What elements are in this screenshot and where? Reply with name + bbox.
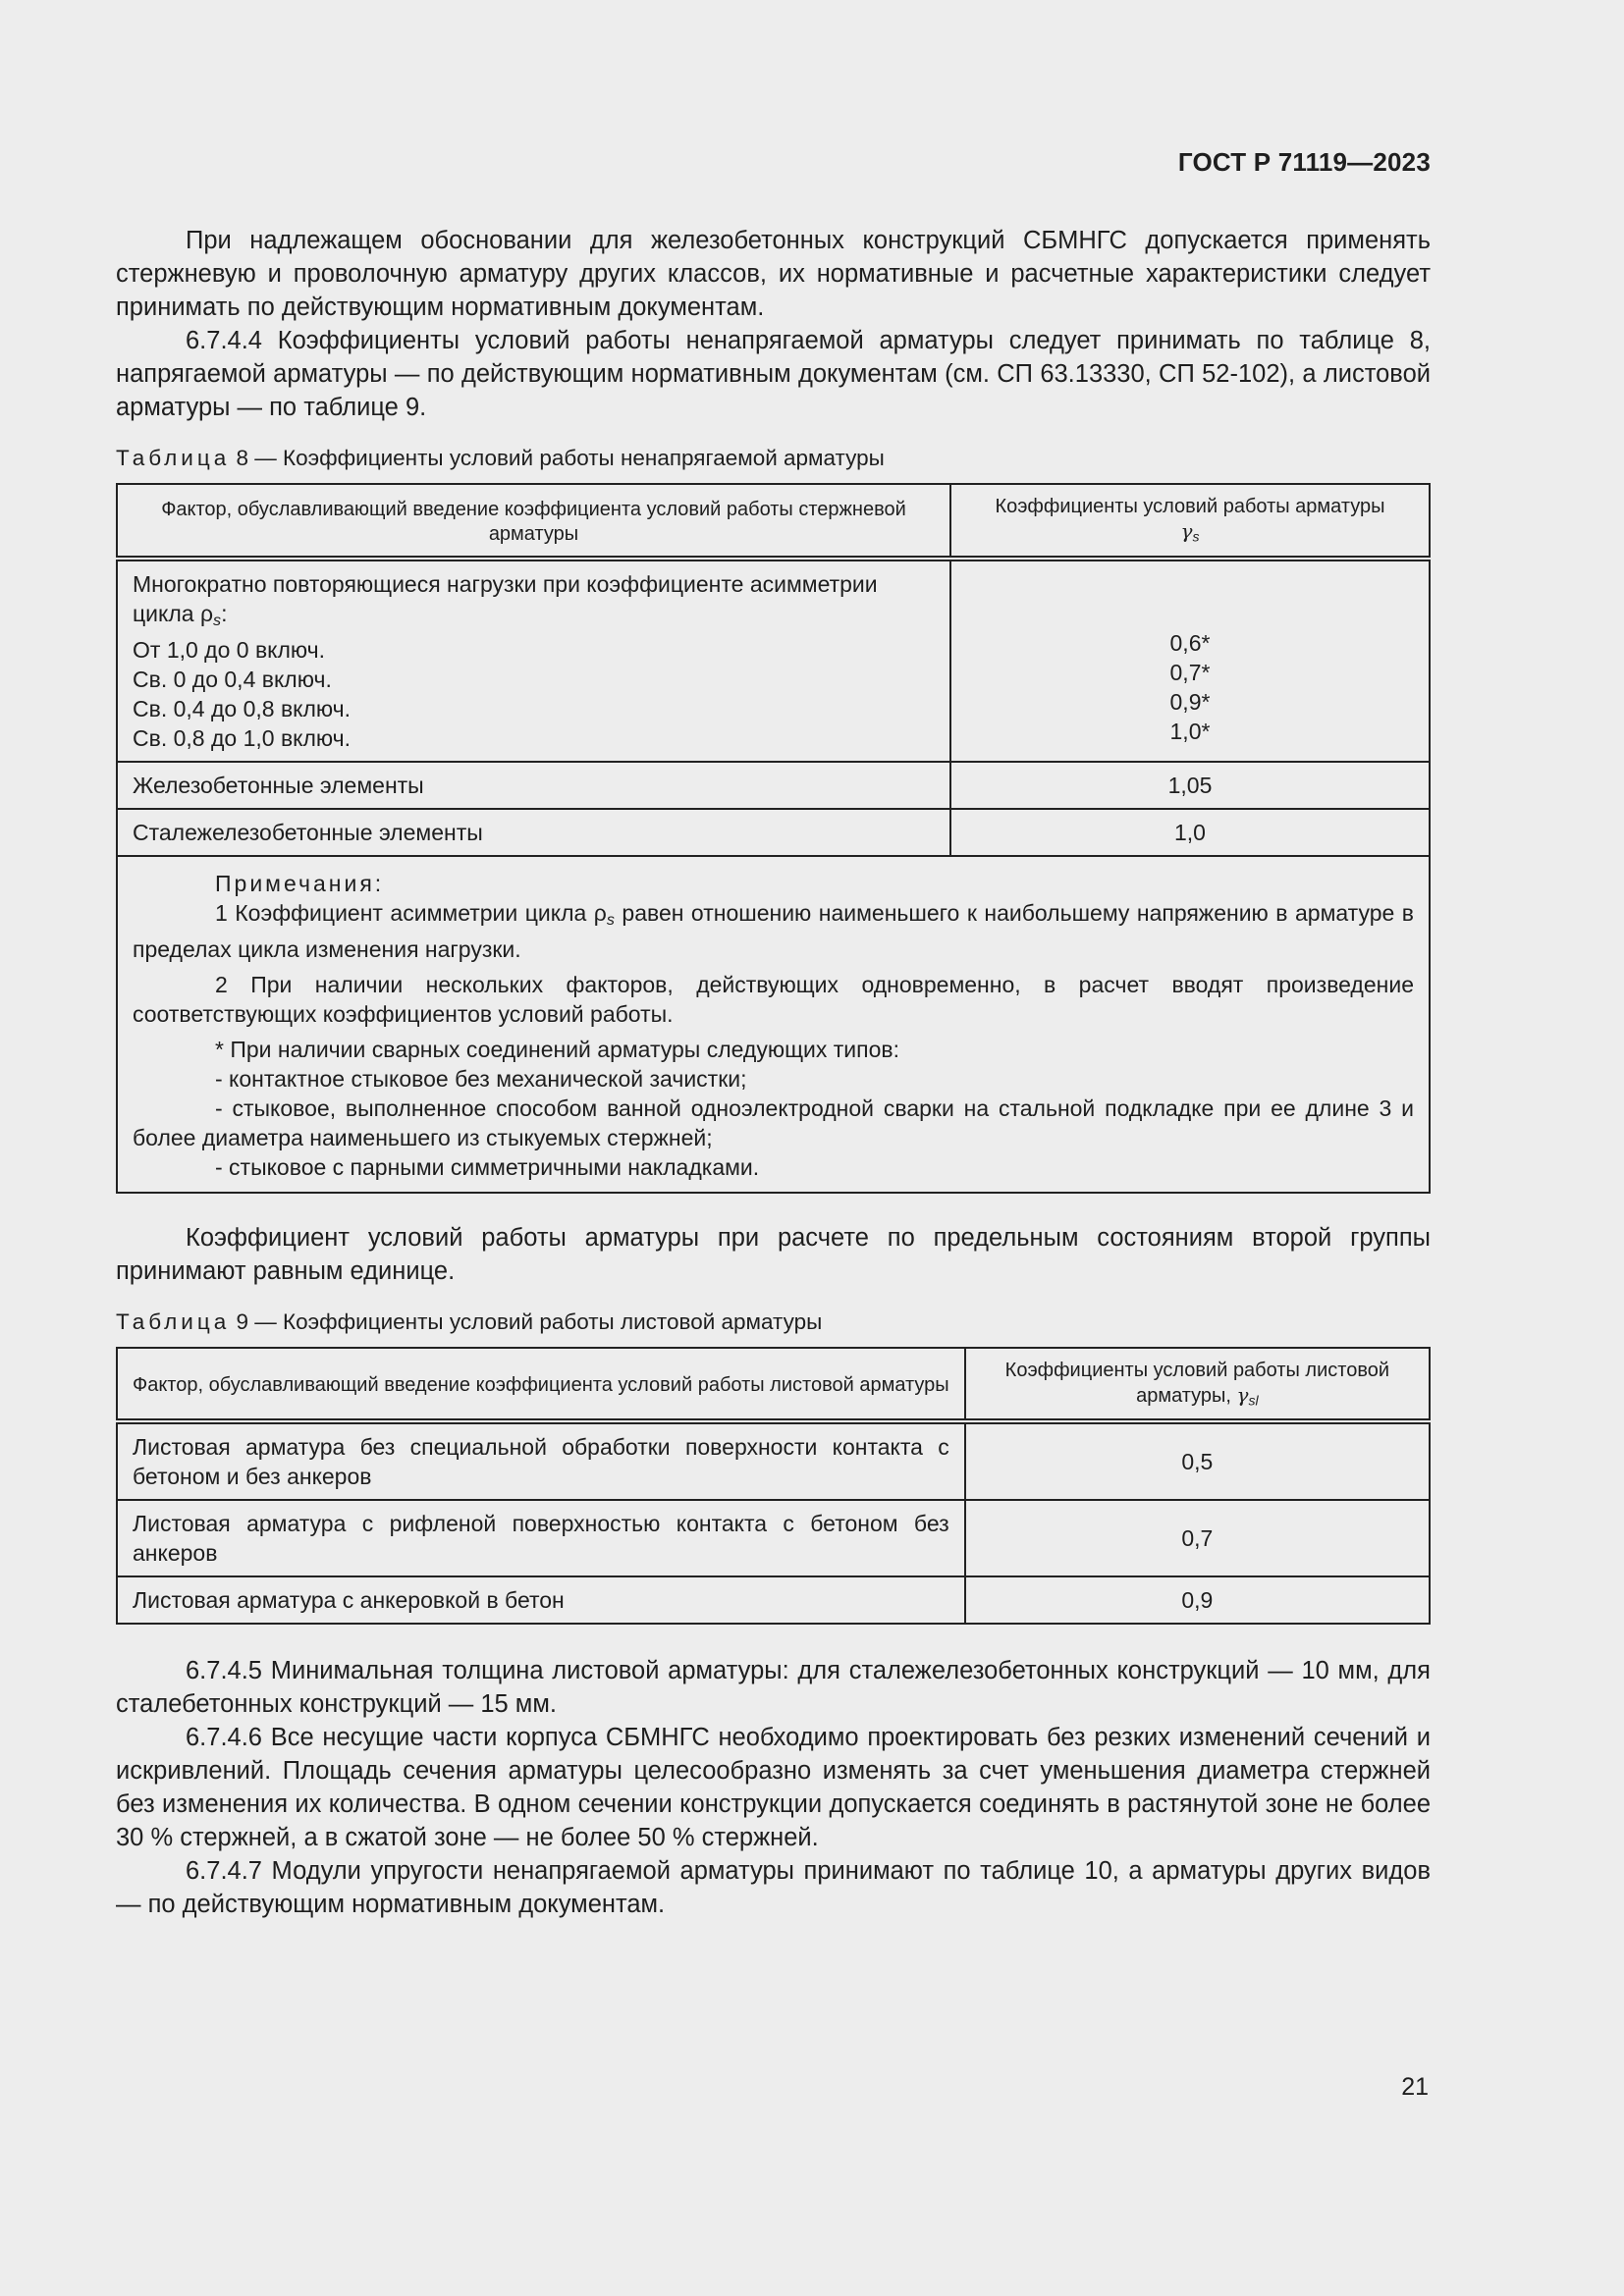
table-row	[117, 809, 1430, 856]
note-2: 2 При наличии нескольких факторов, действующих одновременно, в расчет вводят произведение соответствующих коэффициентов условий работы.	[133, 971, 1414, 1027]
paragraph: 6.7.4.7 Модули упругости ненапрягаемой арматуры принимают по таблице 10, а арматуры других видов — по действующим нормативным документам.	[116, 1857, 1431, 1919]
table8-row3-value: 1,0	[950, 809, 1430, 856]
table8-header-coef-label: Коэффициенты условий работы арматуры	[995, 496, 1385, 517]
page-number: 21	[1401, 2073, 1429, 2101]
gamma-symbol: γ	[1236, 1382, 1249, 1407]
note-3-item: - стыковое, выполненное способом ванной одноэлектродной сварки на стальной подкладке при ее длине 3 и более диаметра наименьшего из стыкуемых стержней;	[133, 1095, 1414, 1150]
paragraph: 6.7.4.5 Минимальная толщина листовой арматуры: для сталежелезобетонных конструкций — 10 мм, для сталебетонных конструкций — 15 мм.	[116, 1657, 1431, 1719]
table-row	[117, 1421, 1430, 1500]
table8-caption-text: 8 — Коэффициенты условий работы ненапрягаемой арматуры	[236, 446, 885, 470]
gamma-symbol: γ	[1180, 519, 1193, 543]
gamma-subscript: sl	[1248, 1392, 1259, 1409]
row1-value: 0,6*	[1169, 629, 1211, 656]
table8-row1-factor	[117, 559, 950, 762]
table-9	[116, 1347, 1431, 1626]
table-row	[117, 1500, 1430, 1576]
table9-row-label: Листовая арматура с анкеровкой в бетон	[117, 1576, 965, 1624]
table9-caption-text: 9 — Коэффициенты условий работы листовой арматуры	[236, 1308, 823, 1334]
paragraph: Коэффициент условий работы арматуры при расчете по предельным состояниям второй группы принимают равным единице.	[116, 1223, 1431, 1285]
table9-caption-word: Таблица	[116, 1308, 231, 1334]
table8-caption-word: Таблица	[116, 446, 231, 470]
table8-row3-label: Сталежелезобетонные элементы	[117, 809, 950, 856]
row1-item: Св. 0,8 до 1,0 включ.	[133, 724, 352, 751]
note-1: 1 Коэффициент асимметрии цикла $\rho_s$ равен отношению наименьшего к наибольшему напряжению в арматуре в пределах цикла изменения нагрузки.	[133, 899, 1414, 962]
paragraph: 6.7.4.4 Коэффициенты условий работы ненапрягаемой арматуры следует принимать по таблице 8, напрягаемой арматуры — по действующим нормативным документам (см. СП 63.13330, СП 52-102), а листовой арматуры — по таблице 9.	[116, 327, 1431, 421]
row1-item: Св. 0,4 до 0,8 включ.	[133, 695, 352, 721]
table-row	[117, 559, 1430, 762]
row1-lead: Многократно повторяющиеся нагрузки при коэффициенте асимметрии цикла $\rho_s$:	[133, 570, 878, 629]
bottom-paragraphs	[116, 1654, 1431, 1921]
row1-item: Св. 0 до 0,4 включ.	[133, 666, 332, 692]
table8-row2-value: 1,05	[950, 762, 1430, 809]
row1-value: 1,0*	[1169, 718, 1211, 744]
table8-notes	[118, 857, 1429, 1192]
row1-item: От 1,0 до 0 включ.	[133, 636, 326, 663]
table-row	[117, 762, 1430, 809]
note-3-item: - стыковое с парными симметричными накладками.	[215, 1153, 760, 1180]
table9-header-coef-label: Коэффициенты условий работы листовой арматуры,	[1004, 1359, 1390, 1407]
page-content	[116, 224, 1431, 1921]
table8-header-factor: Фактор, обуславливающий введение коэффициента условий работы стержневой арматуры	[117, 484, 950, 559]
table9-row-value: 0,5	[965, 1421, 1430, 1500]
table8-row1-values	[950, 559, 1430, 762]
table8-row2-label: Железобетонные элементы	[117, 762, 950, 809]
notes-title: Примечания:	[215, 870, 385, 896]
paragraph: 6.7.4.6 Все несущие части корпуса СБМНГС необходимо проектировать без резких изменений сечений и искривлений. Площадь сечения арматуры целесообразно изменять за счет уменьшения диаметра стержней без изменения их количества. В одном сечении конструкции допускается соединять в растянутой зоне не более 30 % стержней, а в сжатой зоне — не более 50 % стержней.	[116, 1724, 1431, 1852]
table8-caption	[116, 444, 1431, 473]
table8-notes-row	[117, 856, 1430, 1193]
gamma-subscript: s	[1192, 528, 1200, 545]
table-8	[116, 483, 1431, 1194]
table-row	[117, 1576, 1430, 1624]
paragraph: При надлежащем обосновании для железобетонных конструкций СБМНГС допускается применять стержневую и проволочную арматуру других классов, их нормативные и расчетные характеристики следует принимать по действующим нормативным документам.	[116, 227, 1431, 321]
table9-header-coef	[965, 1348, 1430, 1422]
table9-row-value: 0,7	[965, 1500, 1430, 1576]
note-3: * При наличии сварных соединений арматуры следующих типов:	[215, 1036, 899, 1062]
document-header: ГОСТ Р 71119—2023	[1177, 147, 1431, 177]
table9-row-label: Листовая арматура без специальной обработки поверхности контакта с бетоном и без анкеров	[117, 1421, 965, 1500]
table8-header-coef	[950, 484, 1430, 559]
table9-header-factor: Фактор, обуславливающий введение коэффициента условий работы листовой арматуры	[117, 1348, 965, 1422]
row1-value: 0,9*	[1169, 688, 1211, 715]
table9-row-value: 0,9	[965, 1576, 1430, 1624]
row1-value: 0,7*	[1169, 659, 1211, 685]
table9-caption	[116, 1308, 1431, 1337]
note-3-item: - контактное стыковое без механической зачистки;	[215, 1065, 747, 1092]
table9-row-label: Листовая арматура с рифленой поверхностью контакта с бетоном без анкеров	[117, 1500, 965, 1576]
